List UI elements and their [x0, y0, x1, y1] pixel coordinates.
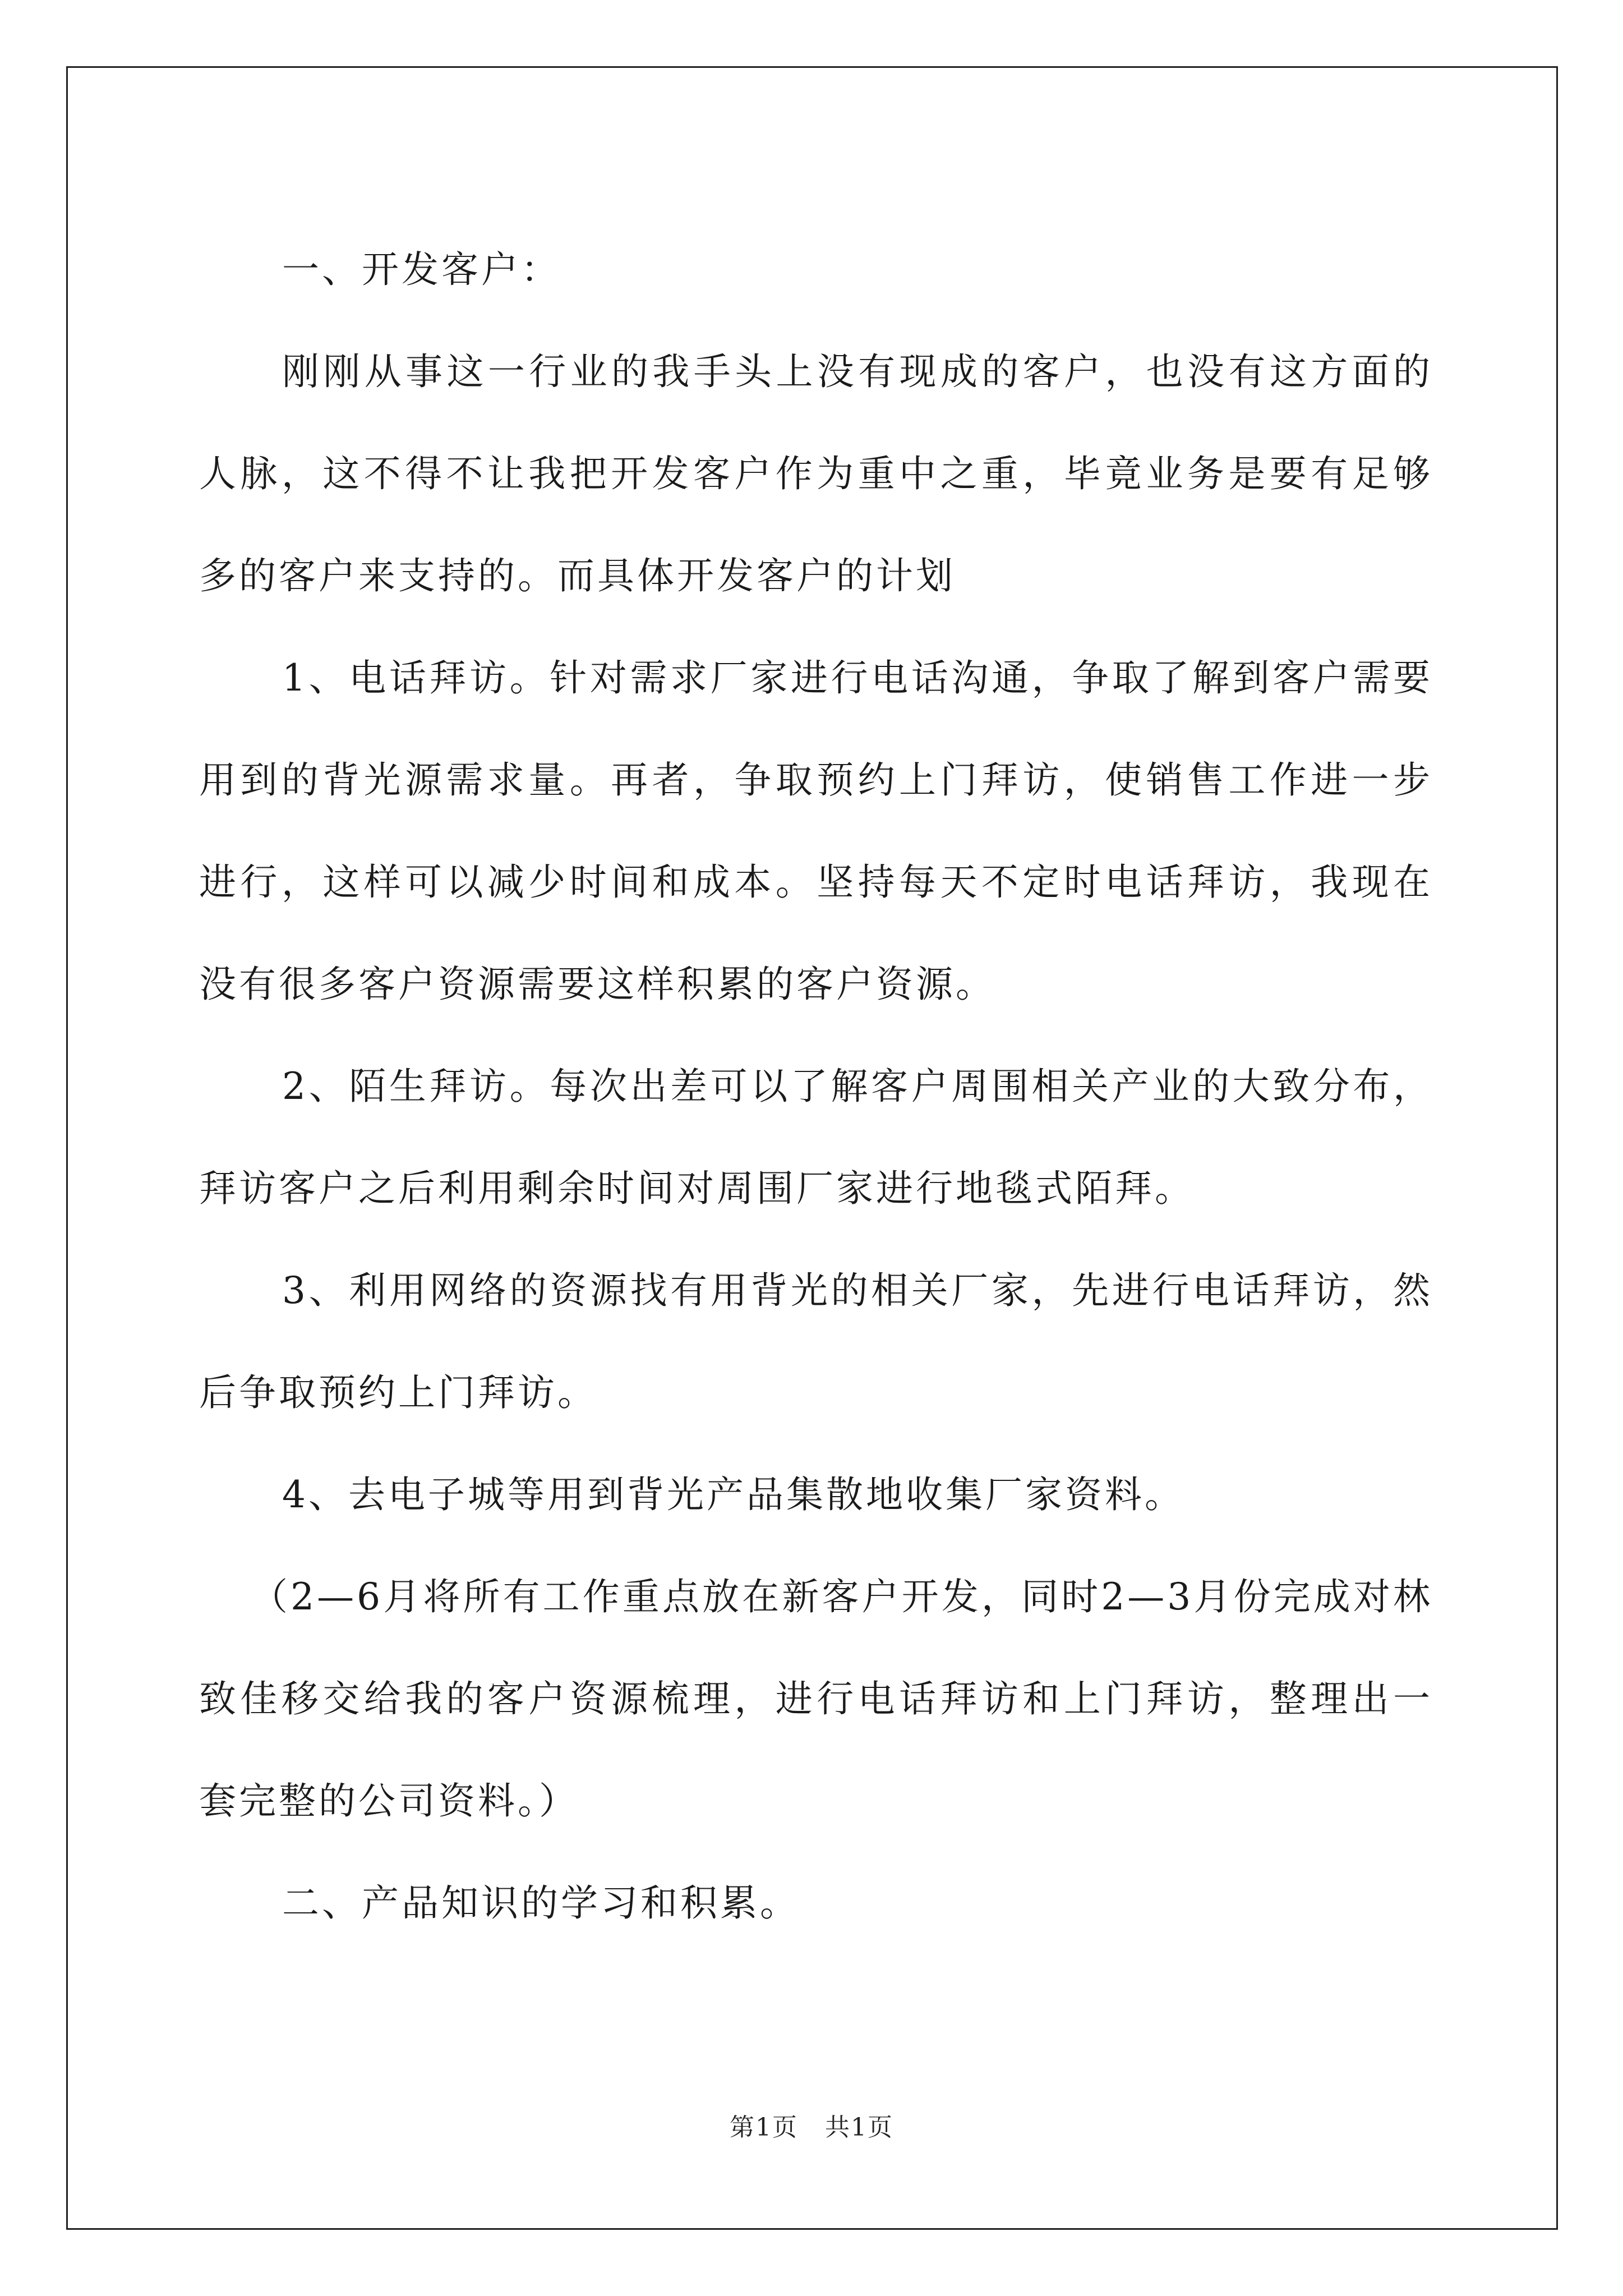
- section-heading-develop-clients: 一、开发客户：: [282, 248, 561, 291]
- paragraph-schedule-note: （2—6月将所有工作重点放在新客户开发，同时2—3月份完成对林致佳移交给我的客户资源梳理，进行电话拜访和上门拜访，整理出一套完整的公司资料。）: [199, 1575, 1433, 1823]
- paragraph-phone-visit: 1、电话拜访。针对需求厂家进行电话沟通，争取了解到客户需要用到的背光源需求量。再者，争取预约上门拜访，使销售工作进一步进行，这样可以减少时间和成本。坚持每天不定时电话拜访，我现在没有很多客户资源需要这样积累的客户资源。: [199, 656, 1433, 1006]
- page-footer: [0, 2112, 1623, 2143]
- document-body: [199, 219, 1433, 1954]
- paragraph-cold-visit: 2、陌生拜访。每次出差可以了解客户周围相关产业的大致分布，拜访客户之后利用剩余时间对周围厂家进行地毯式陌拜。: [199, 1065, 1433, 1210]
- paragraph-electronics-market: 4、去电子城等用到背光产品集散地收集厂家资料。: [282, 1473, 1184, 1516]
- paragraph-intro: 刚刚从事这一行业的我手头上没有现成的客户，也没有这方面的人脉，这不得不让我把开发客户作为重中之重，毕竟业务是要有足够多的客户来支持的。而具体开发客户的计划: [199, 350, 1433, 597]
- section-heading-product-knowledge: 二、产品知识的学习和积累。: [282, 1881, 800, 1925]
- page-number-label: 第1页: [730, 2113, 798, 2142]
- paragraph-network-resources: 3、利用网络的资源找有用背光的相关厂家，先进行电话拜访，然后争取预约上门拜访。: [199, 1269, 1433, 1414]
- page-total-label: 共1页: [825, 2113, 893, 2142]
